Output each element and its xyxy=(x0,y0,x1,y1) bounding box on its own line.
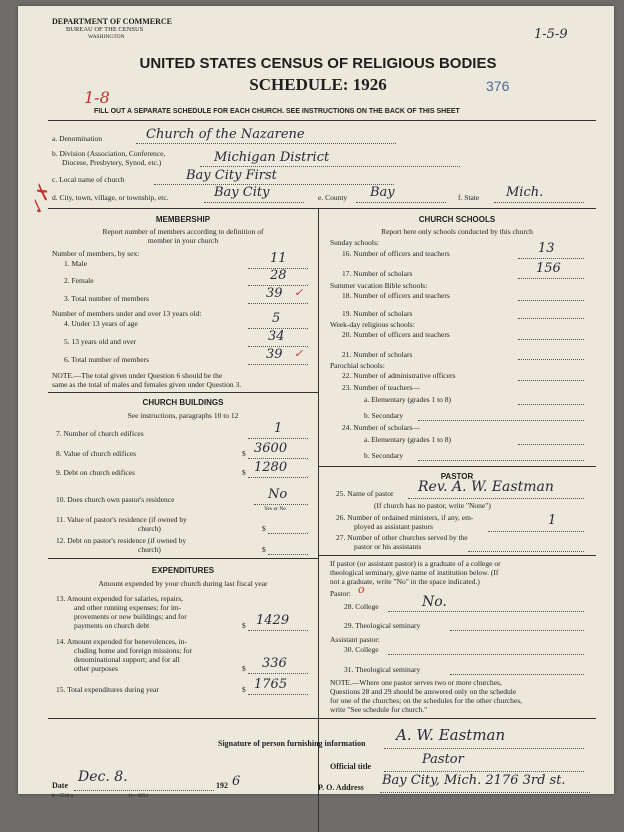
weekday-scholars-label: 21. Number of scholars xyxy=(342,350,413,359)
residence-value-label-2: church) xyxy=(138,524,161,533)
benevolences-label-2: cluding home and foreign missions; for xyxy=(74,646,193,655)
dollar-sign: $ xyxy=(242,685,246,694)
scholars-secondary-label: b. Secondary xyxy=(364,451,404,460)
pastor-note-2: Questions 28 and 29 should be answered only on the schedule xyxy=(330,687,517,696)
scholars-elementary-label: a. Elementary (grades 1 to 8) xyxy=(364,435,452,444)
red-check-mark-icon: ✓✗ xyxy=(25,183,56,219)
dollar-sign: $ xyxy=(242,449,246,458)
running-expenses-label-3: provements or new buildings; and for xyxy=(74,612,187,621)
footer-divider xyxy=(48,718,596,719)
summer-schools-label: Summer vacation Bible schools: xyxy=(330,281,428,290)
over-13-label: 5. 13 years old and over xyxy=(64,337,137,346)
bureau-city: WASHINGTON xyxy=(88,34,125,40)
edifices-label: 7. Number of church edifices xyxy=(56,429,144,438)
date-label: Date xyxy=(52,781,68,790)
residence-owned-value: No xyxy=(268,487,288,502)
division-label-1: b. Division (Association, Conference, xyxy=(52,149,166,158)
sunday-officers-label: 16. Number of officers and teachers xyxy=(342,249,450,258)
total-members-label: 3. Total number of members xyxy=(64,294,149,303)
over-13-value: 34 xyxy=(268,329,285,344)
residence-owned-label: 10. Does church own pastor's residence xyxy=(56,495,175,504)
county-label: e. County xyxy=(318,193,348,202)
sunday-scholars-label: 17. Number of scholars xyxy=(342,269,413,278)
buildings-sub: See instructions, paragraphs 10 to 12 xyxy=(127,411,239,420)
under-13-value: 5 xyxy=(272,311,281,326)
year-digit: 6 xyxy=(232,774,241,789)
division-value: Michigan District xyxy=(214,150,330,165)
teachers-secondary-label: b. Secondary xyxy=(364,411,404,420)
signature-label: Signature of person furnishing information xyxy=(218,739,366,748)
assistant-pastor-label: Assistant pastor: xyxy=(330,635,380,644)
form-title: UNITED STATES CENSUS OF RELIGIOUS BODIES xyxy=(139,55,497,72)
residence-value-label-1: 11. Value of pastor's residence (if owned by xyxy=(56,515,187,524)
benevolences-label-4: other purposes xyxy=(74,664,118,673)
expenditures-heading: EXPENDITURES xyxy=(151,566,215,575)
graduate-note-1: If pastor (or assistant pastor) is a graduate of a college or xyxy=(330,559,501,568)
parochial-teachers-label: 23. Number of teachers— xyxy=(342,383,420,392)
edifice-debt-value: 1280 xyxy=(254,460,288,475)
male-value: 11 xyxy=(270,251,287,266)
bureau-name: BUREAU OF THE CENSUS xyxy=(66,26,144,33)
membership-note-2: same as the total of males and females given under Question 3. xyxy=(52,380,242,389)
handwritten-date: 1-5-9 xyxy=(534,27,568,42)
instruction-line: FILL OUT A SEPARATE SCHEDULE FOR EACH CHURCH. SEE INSTRUCTIONS ON THE BACK OF THIS SHEET xyxy=(94,108,460,115)
edifice-debt-label: 9. Debt on church edifices xyxy=(56,468,135,477)
header-divider xyxy=(48,120,596,121)
benevolences-value: 336 xyxy=(262,656,287,671)
pastor-name-note: (If church has no pastor, write "None") xyxy=(374,501,491,510)
po-address-label: P. O. Address xyxy=(318,783,364,792)
pastor-name-label: 25. Name of pastor xyxy=(336,489,394,498)
official-title-value: Pastor xyxy=(422,752,464,767)
division-label-2: Diocese, Presbytery, Synod, etc.) xyxy=(62,158,162,167)
seminary-label: 29. Theological seminary xyxy=(344,621,421,630)
pastor-sub-label: Pastor: xyxy=(330,589,351,598)
sunday-officers-value: 13 xyxy=(538,241,555,256)
other-churches-label-2: pastor or his assistants xyxy=(354,542,422,551)
summer-officers-label: 18. Number of officers and teachers xyxy=(342,291,450,300)
assistant-seminary-label: 31. Theological seminary xyxy=(344,665,421,674)
dollar-sign: $ xyxy=(242,664,246,673)
running-expenses-value: 1429 xyxy=(256,613,290,628)
other-churches-label-1: 27. Number of other churches served by the xyxy=(336,533,468,542)
city-value: Bay City xyxy=(214,185,270,200)
pastor-note-3: for one of the churches; on the schedules for the other churches, xyxy=(330,696,523,705)
dollar-sign: $ xyxy=(262,524,266,533)
pastor-heading: PASTOR xyxy=(440,472,474,481)
male-label: 1. Male xyxy=(64,259,87,268)
dollar-sign: $ xyxy=(242,468,246,477)
schedule-title: SCHEDULE: 1926 xyxy=(249,75,387,94)
college-label: 28. College xyxy=(344,602,379,611)
assistant-ministers-label-1: 26. Number of ordained ministers, if any, em- xyxy=(336,513,474,522)
running-expenses-label-4: payments on church debt xyxy=(74,621,150,630)
pastor-note-4: write "See schedule for church." xyxy=(330,705,428,714)
total-expenditures-value: 1765 xyxy=(254,677,288,692)
date-value: Dec. 8. xyxy=(78,769,128,785)
weekday-officers-label: 20. Number of officers and teachers xyxy=(342,330,450,339)
sunday-schools-label: Sunday schools: xyxy=(330,238,379,247)
denomination-value: Church of the Nazarene xyxy=(146,127,305,142)
denomination-label: a. Denomination xyxy=(52,134,102,143)
membership-heading: MEMBERSHIP xyxy=(155,215,211,224)
stamp-number: 376 xyxy=(486,78,510,94)
signature-value: A. W. Eastman xyxy=(396,726,506,744)
handwritten-code: 1-8 xyxy=(84,88,110,107)
pastor-note-1: NOTE.—Where one pastor serves two or more churches, xyxy=(330,678,502,687)
edifices-value: 1 xyxy=(274,421,283,436)
dollar-sign: $ xyxy=(262,545,266,554)
members-by-sex-label: Number of members, by sex: xyxy=(52,249,140,258)
graduate-note-3: not a graduate, write "No" in the space indicated.) xyxy=(330,577,480,586)
expenditures-sub: Amount expended by your church during last fiscal year xyxy=(98,579,268,588)
under-13-label: 4. Under 13 years of age xyxy=(64,319,138,328)
membership-intro-2: member in your church xyxy=(147,236,219,245)
form-number: 8—5518 a xyxy=(52,794,73,799)
red-circle-mark-icon: o xyxy=(358,583,365,596)
summer-scholars-label: 19. Number of scholars xyxy=(342,309,413,318)
residence-debt-label-2: church) xyxy=(138,545,161,554)
state-value: Mich. xyxy=(506,185,544,200)
membership-intro-1: Report number of members according to definition of xyxy=(102,227,264,236)
assistant-ministers-value: 1 xyxy=(548,513,557,528)
section-divider xyxy=(48,208,596,209)
total-members-value: 39 xyxy=(266,286,283,301)
weekday-schools-label: Week-day religious schools: xyxy=(330,320,415,329)
schools-intro: Report here only schools conducted by this church xyxy=(381,227,533,236)
benevolences-label-1: 14. Amount expended for benevolences, in- xyxy=(56,637,188,646)
po-address-value: Bay City, Mich. 2176 3rd st. xyxy=(382,773,566,788)
year-prefix: 192 xyxy=(216,781,228,790)
parochial-admin-label: 22. Number of administrative officers xyxy=(342,371,456,380)
total-expenditures-label: 15. Total expenditures during year xyxy=(56,685,159,694)
red-check-icon-2: ✓ xyxy=(294,347,304,360)
buildings-heading: CHURCH BUILDINGS xyxy=(142,398,224,407)
female-label: 2. Female xyxy=(64,276,94,285)
official-title-label: Official title xyxy=(330,762,372,771)
city-label: d. City, town, village, or township, etc. xyxy=(52,193,169,202)
graduate-note-2: theological seminary, give name of institution below. (If xyxy=(330,568,499,577)
benevolences-label-3: denominational support; and for all xyxy=(74,655,180,664)
census-form-page xyxy=(18,6,614,799)
parochial-scholars-label: 24. Number of scholars— xyxy=(342,423,420,432)
female-value: 28 xyxy=(270,268,287,283)
sunday-scholars-value: 156 xyxy=(536,261,561,276)
total-members-age-label: 6. Total number of members xyxy=(64,355,149,364)
teachers-elementary-label: a. Elementary (grades 1 to 8) xyxy=(364,395,452,404)
pastor-name-value: Rev. A. W. Eastman xyxy=(418,479,554,495)
edifice-value-label: 8. Value of church edifices xyxy=(56,449,137,458)
running-expenses-label-1: 13. Amount expended for salaries, repairs, xyxy=(56,594,184,603)
yes-no-hint: Yes or No xyxy=(264,506,287,512)
assistant-ministers-label-2: ployed as assistant pastors xyxy=(354,522,433,531)
residence-debt-label-1: 12. Debt on pastor's residence (if owned by xyxy=(56,536,187,545)
dollar-sign: $ xyxy=(242,621,246,630)
department-name: DEPARTMENT OF COMMERCE xyxy=(52,17,173,26)
membership-note-1: NOTE.—The total given under Question 6 should be the xyxy=(52,371,223,380)
total-members-age-value: 39 xyxy=(266,347,283,362)
edifice-value-value: 3600 xyxy=(254,441,288,456)
red-check-icon: ✓ xyxy=(294,286,304,299)
parochial-schools-label: Parochial schools: xyxy=(330,361,385,370)
county-value: Bay xyxy=(370,185,395,200)
assistant-college-label: 30. College xyxy=(344,645,379,654)
schools-heading: CHURCH SCHOOLS xyxy=(418,215,496,224)
print-number: 11—9054 xyxy=(128,794,148,799)
college-value: No. xyxy=(422,594,447,610)
age-group-label: Number of members under and over 13 years old: xyxy=(52,309,202,318)
local-name-label: c. Local name of church xyxy=(52,175,125,184)
running-expenses-label-2: and other running expenses; for im- xyxy=(74,603,182,612)
local-name-value: Bay City First xyxy=(186,168,277,183)
state-label: f. State xyxy=(458,193,480,202)
